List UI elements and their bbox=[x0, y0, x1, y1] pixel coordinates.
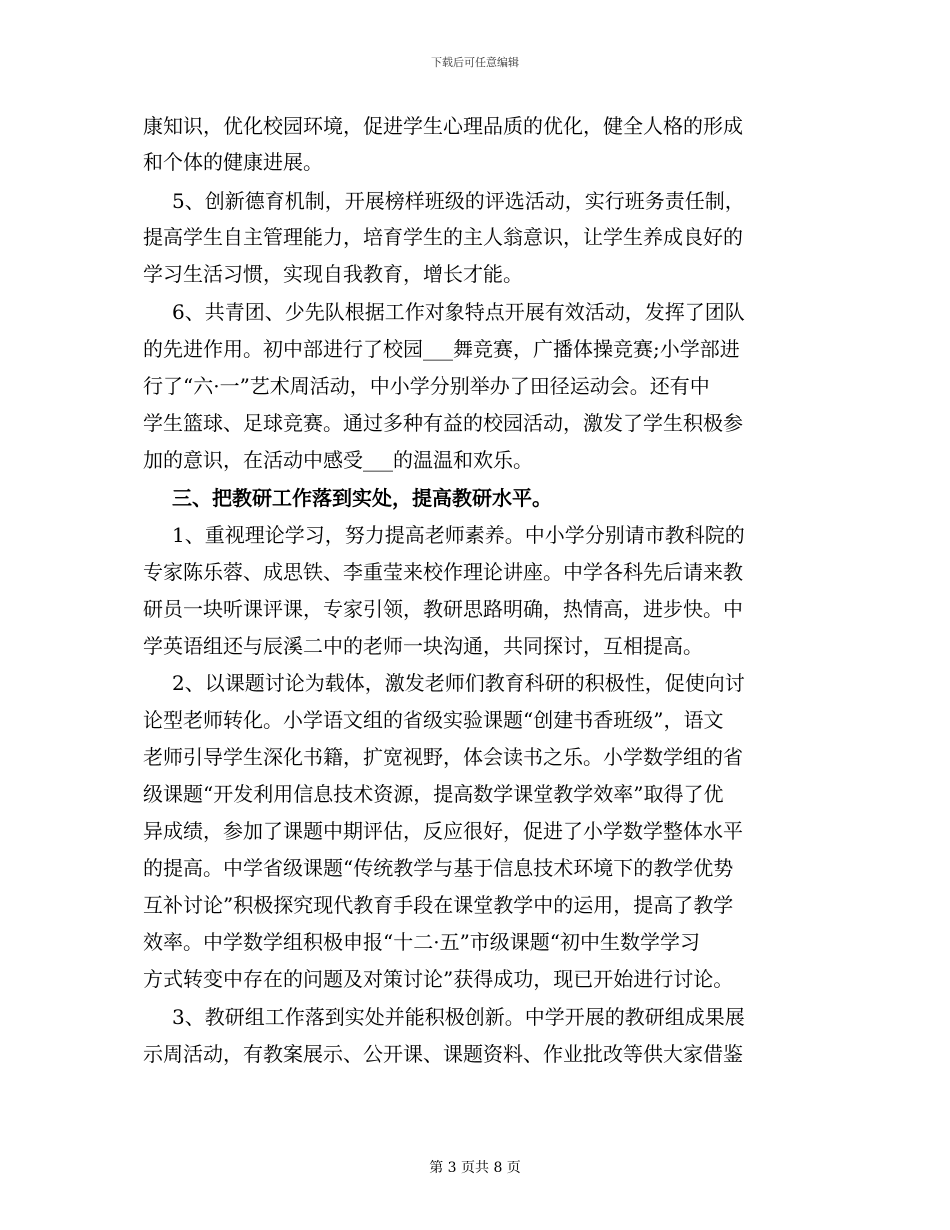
body-line: 论型老师转化。小学语文组的省级实验课题“创建书香班级”，语文 bbox=[143, 708, 724, 732]
body-line: 提高学生自主管理能力，培育学生的主人翁意识，让学生养成良好的 bbox=[143, 225, 743, 249]
body-line: 研员一块听课评课，专家引领，教研思路明确，热情高，进步快。中 bbox=[143, 597, 743, 621]
body-line: 的提高。中学省级课题“传统教学与基于信息技术环境下的教学优势 bbox=[143, 856, 734, 880]
body-line: 3、教研组工作落到实处并能积极创新。中学开展的教研组成果展 bbox=[172, 1005, 745, 1029]
body-line: 和个体的健康进展。 bbox=[143, 150, 323, 174]
page-header: 下载后可任意编辑 bbox=[431, 56, 519, 69]
body-line: 学英语组还与辰溪二中的老师一块沟通，共同探讨，互相提高。 bbox=[143, 634, 703, 658]
body-line: 学生篮球、足球竞赛。通过多种有益的校园活动，激发了学生积极参 bbox=[143, 411, 743, 435]
body-line: 5、创新德育机制，开展榜样班级的评选活动，实行班务责任制， bbox=[172, 189, 745, 213]
body-line: 示周活动，有教案展示、公开课、课题资料、作业批改等供大家借鉴 bbox=[143, 1042, 743, 1066]
body-line: 2、以课题讨论为载体，激发老师们教育科研的积极性，促使向讨 bbox=[172, 671, 745, 695]
body-line: 效率。中学数学组积极申报“十二·五”市级课题“初中生数学学习 bbox=[143, 930, 701, 954]
body-line: 的先进作用。初中部进行了校园___舞竞赛，广播体操竞赛;小学部进 bbox=[143, 337, 740, 361]
body-line: 学习生活习惯，实现自我教育，增长才能。 bbox=[143, 262, 523, 286]
section-heading: 三、把教研工作落到实处，提高教研水平。 bbox=[172, 486, 552, 510]
body-line: 1、重视理论学习，努力提高老师素养。中小学分别请市教科院的 bbox=[172, 523, 745, 547]
body-line: 专家陈乐蓉、成思铁、李重莹来校作理论讲座。中学各科先后请来教 bbox=[143, 560, 743, 584]
body-line: 6、共青团、少先队根据工作对象特点开展有效活动，发挥了团队 bbox=[172, 300, 745, 324]
body-line: 级课题“开发利用信息技术资源，提高数学课堂教学效率”取得了优 bbox=[143, 782, 724, 806]
page-footer: 第 3 页共 8 页 bbox=[429, 1160, 521, 1176]
body-line: 康知识，优化校园环境，促进学生心理品质的优化，健全人格的形成 bbox=[143, 114, 743, 138]
body-line: 方式转变中存在的问题及对策讨论”获得成功，现已开始进行讨论。 bbox=[143, 967, 734, 991]
body-line: 加的意识，在活动中感受___的温温和欢乐。 bbox=[143, 448, 533, 472]
body-line: 异成绩，参加了课题中期评估，反应很好，促进了小学数学整体水平 bbox=[143, 819, 743, 843]
body-line: 行了“六·一”艺术周活动，中小学分别举办了田径运动会。还有中 bbox=[143, 374, 710, 398]
body-line: 互补讨论”积极探究现代教育手段在课堂教学中的运用，提高了教学 bbox=[143, 893, 734, 917]
body-line: 老师引导学生深化书籍，扩宽视野，体会读书之乐。小学数学组的省 bbox=[143, 745, 743, 769]
